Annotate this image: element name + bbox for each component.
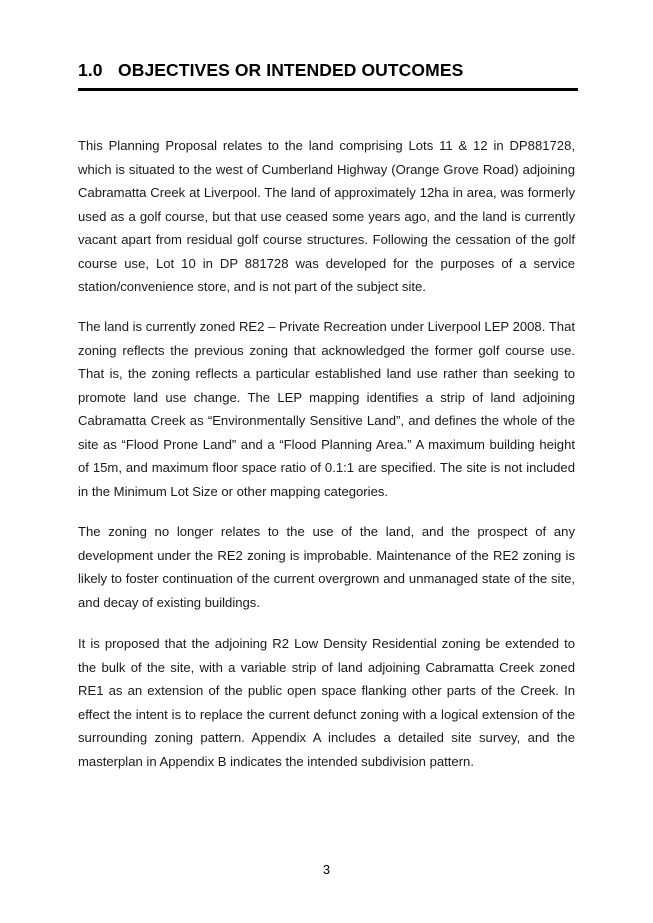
page-number: 3 bbox=[322, 862, 331, 877]
section-heading bbox=[78, 60, 578, 81]
paragraph-current-zoning: The land is currently zoned RE2 – Private Recreation under Liverpool LEP 2008. That zoning reflects the previous zoning that acknowledged the former golf course use. That is, the zoning reflects a particular established land use rather than seeking to promote land use change. The LEP mapping identifies a strip of land adjoining Cabramatta Creek as “Environmentally Sensitive Land”, and defines the whole of the site as “Flood Prone Land” and a “Flood Planning Area.” A maximum building height of 15m, and maximum floor space ratio of 0.1:1 are specified. The site is not included in the Minimum Lot Size or other mapping categories. bbox=[78, 319, 575, 499]
paragraph-site-description: This Planning Proposal relates to the land comprising Lots 11 & 12 in DP881728, which is situated to the west of Cumberland Highway (Orange Grove Road) adjoining Cabramatta Creek at Liverpool. The land of approximately 12ha in area, was formerly used as a golf course, but that use ceased some years ago, and the land is currently vacant apart from residual golf course structures. Following the cessation of the golf course use, Lot 10 in DP 881728 was developed for the purposes of a service station/convenience store, and is not part of the subject site. bbox=[78, 138, 575, 294]
section-number: 1.0 bbox=[78, 60, 103, 80]
section-title: OBJECTIVES OR INTENDED OUTCOMES bbox=[118, 60, 464, 80]
paragraph-zoning-issue: The zoning no longer relates to the use of the land, and the prospect of any development under the RE2 zoning is improbable. Maintenance of the RE2 zoning is likely to foster continuation of the current overgrown and unmanaged state of the site, and decay of existing buildings. bbox=[78, 524, 575, 610]
paragraph-proposal: It is proposed that the adjoining R2 Low Density Residential zoning be extended to the bulk of the site, with a variable strip of land adjoining Cabramatta Creek zoned RE1 as an extension of the public open space flanking other parts of the Creek. In effect the intent is to replace the current defunct zoning with a logical extension of the surrounding zoning pattern. Appendix A includes a detailed site survey, and the masterplan in Appendix B indicates the intended subdivision pattern. bbox=[78, 636, 575, 769]
heading-underline bbox=[78, 88, 578, 91]
